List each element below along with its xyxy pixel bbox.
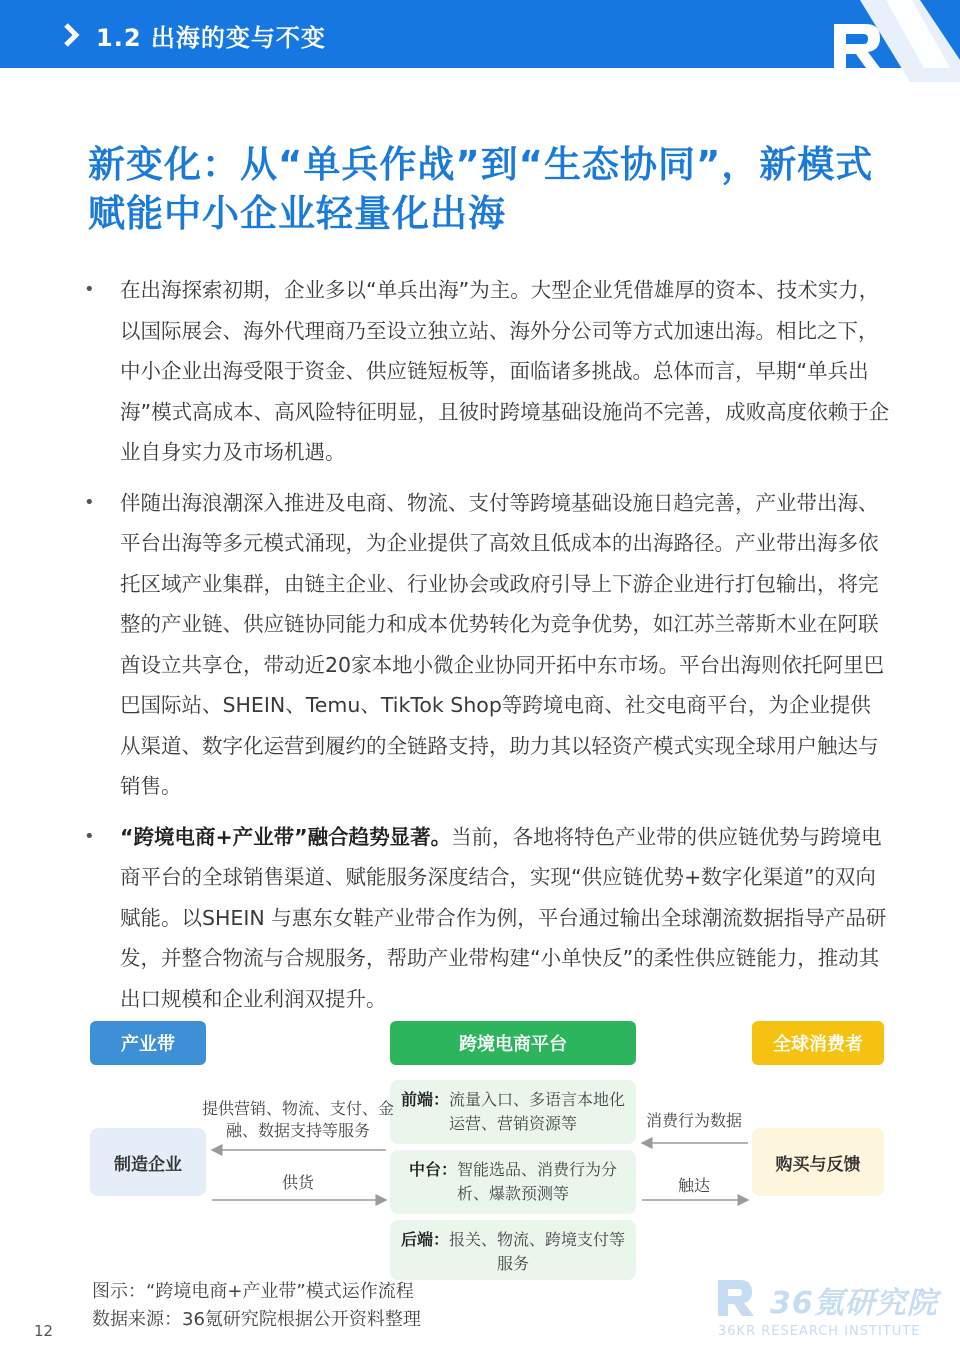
bullet-list (80, 270, 890, 1029)
data-source: 数据来源：36氪研究院根据公开资料整理 (92, 1309, 421, 1330)
backend-key: 后端： (400, 1230, 449, 1249)
bullet-text: 在出海探索初期，企业多以“单兵出海”为主。大型企业凭借雄厚的资本、技术实力，以国际展会、海外代理商乃至设立独立站、海外分公司等方式加速出海。相比之下，中小企业出海受限于资金、供应链短板等，面临诸多挑战。总体而言，早期“单兵出海”模式高成本、高风险特征明显，且彼时跨境基础设施尚不完善，成败高度依赖于企业自身实力及市场机遇。 (120, 278, 890, 464)
frontend-text: 流量入口、多语言本地化运营、营销资源等 (448, 1090, 626, 1133)
chevron-right-icon (58, 20, 88, 50)
middle-text: 智能选品、消费行为分析、爆款预测等 (456, 1160, 618, 1203)
bullet-item (80, 483, 890, 807)
bullet-item (80, 270, 890, 473)
section-title: 1.2 出海的变与不变 (96, 24, 326, 52)
services-label: 提供营销、物流、支付、金融、数据支持等服务 (201, 1099, 394, 1140)
frontend-key: 前端： (400, 1090, 449, 1109)
figure-caption (92, 1278, 421, 1334)
36kr-r-logo-icon (800, 0, 960, 82)
platform-header: 跨境电商平台 (390, 1021, 636, 1065)
purchase-feedback-box: 购买与反馈 (752, 1128, 884, 1196)
manufacturer-box: 制造企业 (90, 1128, 206, 1196)
bullet-dot-icon: • (84, 825, 95, 847)
watermark-sub: 36KR RESEARCH INSTITUTE (718, 1324, 921, 1339)
bullet-text: 当前，各地将特色产业带的供应链优势与跨境电商平台的全球销售渠道、赋能服务深度结合，实现“供应链优势+数字化渠道”的双向赋能。以SHEIN 与惠东女鞋产业带合作为例，平台通过输出全球潮流数据指导产品研发，并整合物流与合规服务，帮助产业带构建“小单快反”的柔性供应链能力，推动其出口规模和企业利润双提升。 (120, 824, 887, 1011)
industry-belt-header: 产业带 (90, 1021, 206, 1065)
page-header (0, 0, 960, 68)
consumer-data-label: 消费行为数据 (645, 1111, 742, 1130)
middle-key: 中台： (408, 1160, 457, 1179)
flow-diagram (88, 1020, 888, 1280)
bullet-item (80, 817, 890, 1020)
supply-label: 供货 (281, 1173, 314, 1192)
bullet-dot-icon: • (84, 279, 95, 300)
reach-label: 触达 (677, 1176, 710, 1195)
page-number: 12 (34, 1322, 54, 1340)
backend-text: 报关、物流、跨境支付等服务 (449, 1230, 626, 1273)
consumer-header: 全球消费者 (752, 1021, 884, 1065)
figure-title: 图示：“跨境电商+产业带”模式运作流程 (92, 1281, 414, 1302)
bullet-dot-icon: • (84, 491, 95, 513)
bullet-lead: “跨境电商+产业带”融合趋势显著。 (120, 824, 452, 849)
36kr-watermark-logo-icon (714, 1276, 758, 1320)
diagram-arrows (88, 1020, 888, 1280)
bullet-text: 伴随出海浪潮深入推进及电商、物流、支付等跨境基础设施日趋完善，产业带出海、平台出海等多元模式涌现，为企业提供了高效且低成本的出海路径。产业带出海多依托区域产业集群，由链主企业、行业协会或政府引导上下游企业进行打包输出，将完整的产业链、供应链协同能力和成本优势转化为竞争优势，如江苏兰蒂斯木业在阿联酋设立共享仓，带动近20家本地小微企业协同开拓中东市场。平台出海则依托阿里巴巴国际站、SHEIN、Temu、TikTok Shop等跨境电商、社交电商平台，为企业提供从渠道、数字化运营到履约的全链路支持，助力其以轻资产模式实现全球用户触达与销售。 (120, 490, 885, 798)
page-title: 新变化：从“单兵作战”到“生态协同”，新模式赋能中小企业轻量化出海 (88, 143, 874, 235)
watermark-name: 36氪研究院 (770, 1286, 938, 1321)
